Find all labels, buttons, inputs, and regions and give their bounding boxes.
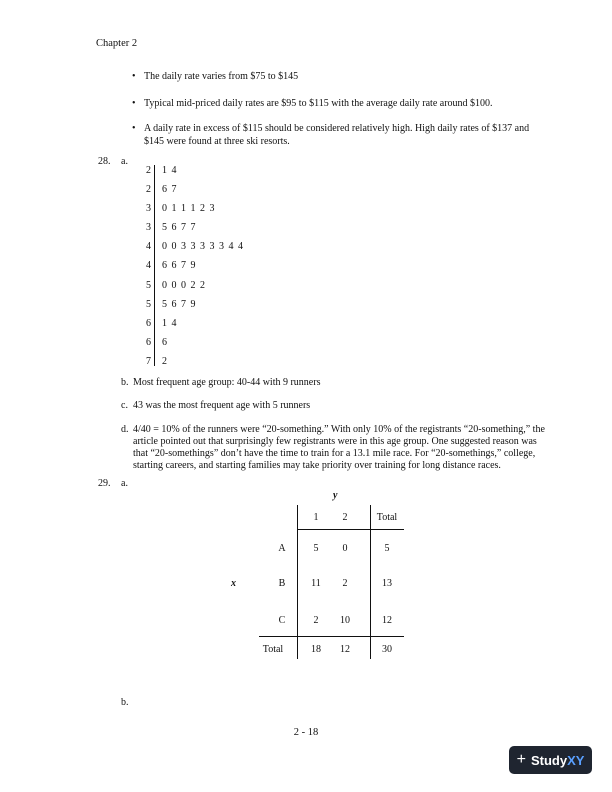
- table-cell: 5: [313, 543, 319, 554]
- plus-icon: +: [516, 751, 526, 768]
- table-hline-bottom: [259, 636, 404, 637]
- stem-and-leaf-plot: [146, 165, 276, 375]
- total-cell: 12: [340, 644, 350, 655]
- stem-leaf-row: [146, 318, 276, 337]
- leaf-values: 0 0 0 2 2: [162, 279, 206, 291]
- row-label-total: Total: [262, 644, 284, 655]
- leaf-values: 6: [162, 336, 168, 348]
- bullet-item: • Typical mid-priced daily rates are $95 to $115 with the average daily rate around $100.: [132, 98, 493, 109]
- leaf-values: 2: [162, 355, 168, 367]
- part-a-label: a.: [121, 478, 128, 489]
- stem-value: 2: [146, 184, 151, 196]
- table-cell: 0: [342, 543, 348, 554]
- stem-leaf-row: [146, 356, 276, 375]
- part-b-label: b.: [121, 377, 129, 388]
- stem-value: 4: [146, 260, 151, 272]
- part-b-label: b.: [121, 697, 129, 708]
- studyxy-logo[interactable]: [509, 746, 592, 774]
- bullet-dot: •: [132, 123, 136, 134]
- stem-value: 4: [146, 241, 151, 253]
- stem-leaf-row: [146, 260, 276, 279]
- stem-value: 5: [146, 298, 151, 310]
- stem-leaf-row: [146, 203, 276, 222]
- table-cell: 5: [384, 543, 390, 554]
- bullet-dot: •: [132, 71, 136, 82]
- part-b-text: Most frequent age group: 40-44 with 9 runners: [133, 377, 321, 388]
- part-c-label: c.: [121, 400, 128, 411]
- stem-leaf-row: [146, 222, 276, 241]
- total-cell: 18: [311, 644, 321, 655]
- page-number: 2 - 18: [293, 727, 319, 738]
- stem-value: 7: [146, 355, 151, 367]
- question-number-28: 28.: [98, 156, 111, 167]
- stem-leaf-row: [146, 184, 276, 203]
- leaf-values: 0 0 3 3 3 3 3 4 4: [162, 241, 244, 253]
- part-d-label: d.: [121, 424, 129, 435]
- stem-value: 2: [146, 165, 151, 176]
- chapter-header: Chapter 2: [96, 38, 138, 49]
- y-axis-label: y: [333, 490, 338, 501]
- bullet-item: • A daily rate in excess of $115 should be considered relatively high. High daily rates of $137 and $145 were found at three ski resorts.: [132, 123, 530, 147]
- col-header: 1: [313, 512, 319, 523]
- part-c-text: 43 was the most frequent age with 5 runners: [133, 400, 311, 411]
- leaf-values: 5 6 7 9: [162, 298, 196, 310]
- table-cell: 10: [340, 615, 350, 626]
- stem-leaf-row: [146, 280, 276, 299]
- leaf-values: 1 4: [162, 317, 177, 329]
- logo-text-main: Study: [530, 752, 568, 768]
- bullet-dot: •: [132, 98, 136, 109]
- x-axis-label: x: [231, 578, 236, 589]
- table-cell: 12: [382, 615, 392, 626]
- leaf-values: 0 1 1 1 2 3: [162, 203, 215, 215]
- stem-value: 6: [146, 336, 151, 348]
- table-hline-top: [297, 529, 404, 530]
- col-header: 2: [342, 512, 348, 523]
- part-d-text: 4/40 = 10% of the runners were “20-something.” With only 10% of the registrants “20-something,” the article pointed out that surprisingly few registrants were in this age group. One suggested reason was that “20-somethings” don’t have the time to train for a 13.1 mile race. For “20-somethings,” college, starting careers, and starting families may take priority over training for long distance races.: [133, 424, 545, 471]
- table-cell: 2: [313, 615, 319, 626]
- leaf-values: 1 4: [162, 165, 177, 176]
- bullet-item: • The daily rate varies from $75 to $145: [132, 71, 299, 82]
- total-cell: 30: [382, 644, 392, 655]
- leaf-values: 6 6 7 9: [162, 260, 196, 272]
- leaf-values: 5 6 7 7: [162, 222, 196, 234]
- stem-leaf-row: [146, 299, 276, 318]
- stem-value: 6: [146, 317, 151, 329]
- part-a-label: a.: [121, 156, 128, 167]
- table-cell: 2: [342, 578, 348, 589]
- stem-value: 3: [146, 203, 151, 215]
- stem-leaf-row: [146, 165, 276, 184]
- row-label: B: [278, 578, 286, 589]
- row-label: A: [278, 543, 286, 554]
- logo-text-accent: XY: [567, 752, 585, 768]
- row-label: C: [278, 615, 286, 626]
- leaf-values: 6 7: [162, 184, 177, 196]
- col-header: Total: [376, 512, 398, 523]
- stem-value: 5: [146, 279, 151, 291]
- table-cell: 11: [311, 578, 321, 589]
- stem-leaf-row: [146, 241, 276, 260]
- stem-value: 3: [146, 222, 151, 234]
- table-cell: 13: [382, 578, 392, 589]
- stem-leaf-row: [146, 337, 276, 356]
- question-number-29: 29.: [98, 478, 111, 489]
